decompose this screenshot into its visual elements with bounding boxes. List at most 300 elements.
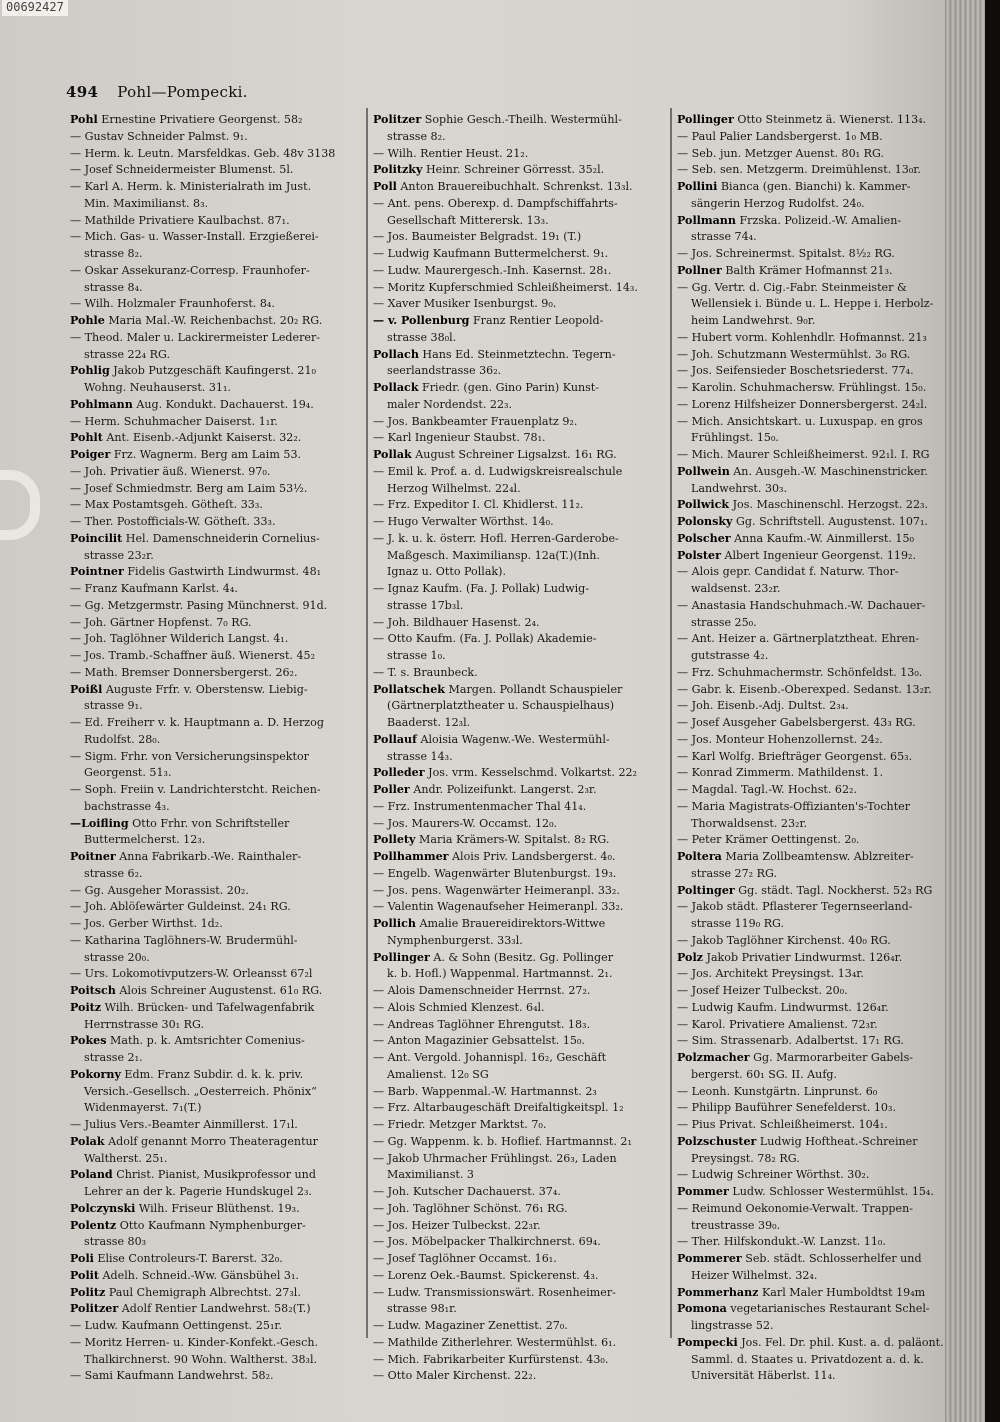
entry-text: strasse 9₁. <box>84 699 143 713</box>
directory-line <box>677 1251 967 1268</box>
entry-text: strasse 17b₃l. <box>387 598 464 612</box>
entry-text: — Joh. Taglöhner Schönst. 76₁ RG. <box>373 1201 568 1215</box>
entry-surname: Poltinger <box>677 883 735 897</box>
entry-surname: Polit <box>70 1268 99 1282</box>
directory-line <box>70 481 370 498</box>
directory-line <box>70 196 370 213</box>
entry-text: Frühlingst. 15₀. <box>691 431 779 445</box>
directory-line <box>677 765 967 782</box>
entry-text: — Xaver Musiker Isenburgst. 9₀. <box>373 297 557 311</box>
directory-line <box>373 899 673 916</box>
entry-text: — Peter Krämer Oettingenst. 2₀. <box>677 833 860 847</box>
directory-line <box>373 1000 673 1017</box>
entry-text: — Joh. Eisenb.-Adj. Dultst. 2₃₄. <box>677 699 849 713</box>
entry-text: Thalkirchnerst. 90 Wohn. Waltherst. 38₃l. <box>84 1352 318 1366</box>
entry-text: Ignaz u. Otto Pollak). <box>387 565 507 579</box>
directory-line <box>677 1134 967 1151</box>
directory-line <box>373 313 673 330</box>
entry-text: — Valentin Wagenaufseher Heimeranpl. 33₂. <box>373 900 624 914</box>
directory-line <box>373 179 673 196</box>
directory-line <box>373 1184 673 1201</box>
entry-surname: Poitz <box>70 1000 102 1014</box>
entry-text: Baaderst. 12₃l. <box>387 716 471 729</box>
directory-line <box>373 414 673 431</box>
entry-text: — Jos. Maurers-W. Occamst. 12₀. <box>373 816 558 830</box>
entry-text: — Herm. k. Leutn. Marsfeldkas. Geb. 48v 3138 <box>70 146 336 160</box>
directory-line <box>373 1117 673 1134</box>
directory-line <box>677 715 967 732</box>
entry-text: heim Landwehrst. 9₀r. <box>691 314 816 327</box>
directory-line <box>70 179 370 196</box>
directory-line <box>677 447 967 464</box>
directory-line <box>373 1201 673 1218</box>
entry-text: — Otto Kaufm. (Fa. J. Pollak) Akademie- <box>373 632 597 646</box>
directory-line <box>373 1218 673 1235</box>
entry-text: — Josef Taglöhner Occamst. 16₁. <box>373 1252 557 1265</box>
entry-text: strasse 74₄. <box>691 230 757 244</box>
entry-text: Anna Fabrikarb.-We. Rainthaler- <box>119 850 302 863</box>
entry-text: Heinr. Schreiner Görresst. 35₂l. <box>425 163 605 177</box>
directory-line <box>373 397 673 414</box>
directory-line <box>677 564 967 581</box>
entry-text: — Wilh. Holzmaler Fraunhoferst. 8₄. <box>70 297 275 311</box>
entry-text: k. b. Hofl.) Wappenmal. Hartmannst. 2₁. <box>387 967 613 981</box>
directory-line <box>70 866 370 883</box>
directory-line <box>373 1268 673 1285</box>
directory-line <box>677 1201 967 1218</box>
directory-line <box>70 112 370 129</box>
directory-line <box>373 1167 673 1184</box>
directory-line <box>373 1335 673 1352</box>
entry-text: Maria Zollbeamtensw. Ablzreiter- <box>725 850 914 863</box>
directory-line <box>677 1368 967 1385</box>
entry-text: — Ludw. Maurergesch.-Inh. Kasernst. 28₁. <box>373 263 612 277</box>
entry-surname: Poll <box>373 180 397 193</box>
entry-text: — Jos. Tramb.-Schaffner äuß. Wienerst. 45₂ <box>70 649 316 662</box>
entry-text: Buttermelcherst. 12₃. <box>84 833 206 847</box>
entry-text: — Ludwig Schreiner Wörthst. 30₂. <box>677 1168 870 1182</box>
entry-text: — Philipp Bauführer Senefelderst. 10₃. <box>677 1101 896 1115</box>
entry-text: Maria Krämers-W. Spitalst. 8₂ RG. <box>419 833 610 847</box>
entry-text: maler Nordendst. 22₃. <box>387 397 512 411</box>
directory-line <box>70 899 370 916</box>
directory-line <box>373 1368 673 1385</box>
entry-text: — Jakob städt. Pflasterer Tegernseerland- <box>677 900 913 914</box>
directory-line <box>373 950 673 967</box>
directory-line <box>373 1067 673 1084</box>
directory-line <box>677 246 967 263</box>
entry-text: strasse 2₁. <box>84 1051 143 1064</box>
directory-line <box>373 816 673 833</box>
directory-line <box>70 280 370 297</box>
entry-text: — Frz. Expeditor I. Cl. Khidlerst. 11₂. <box>373 498 584 512</box>
entry-text: — Gg. Vertr. d. Cig.-Fabr. Steinmeister & <box>677 280 907 294</box>
entry-text: Amalie Brauereidirektors-Wittwe <box>419 917 606 930</box>
directory-line <box>70 397 370 414</box>
entry-text: strasse 25₀. <box>691 615 757 629</box>
column-3 <box>677 112 967 1385</box>
directory-line <box>373 581 673 598</box>
directory-line <box>373 732 673 749</box>
directory-line <box>373 933 673 950</box>
entry-text: — Mathilde Zitherlehrer. Westermühlst. 6₁. <box>373 1335 617 1349</box>
directory-line <box>70 799 370 816</box>
directory-line <box>677 983 967 1000</box>
entry-surname: Polczynski <box>70 1201 136 1215</box>
entry-text: — Sigm. Frhr. von Versicherungsinspektor <box>70 749 309 763</box>
entry-text: Jakob Putzgeschäft Kaufingerst. 21₀ <box>113 364 316 378</box>
entry-surname: Poißl <box>70 682 103 696</box>
directory-line <box>70 1033 370 1050</box>
directory-line <box>70 1084 370 1101</box>
entry-text: — Jos. Gerber Wirthst. 1d₂. <box>70 917 223 930</box>
entry-text: Wilh. Friseur Blüthenst. 19₃. <box>138 1201 300 1215</box>
directory-line <box>373 447 673 464</box>
entry-text: Franz Rentier Leopold- <box>472 314 604 327</box>
entry-text: Christ. Pianist, Musikprofessor und <box>116 1168 316 1182</box>
entry-text: Frz. Wagnerm. Berg am Laim 53. <box>113 448 302 461</box>
directory-line <box>373 1301 673 1318</box>
directory-line <box>70 1184 370 1201</box>
entry-text: — Ludwig Kaufmann Buttermelcherst. 9₁. <box>373 247 609 260</box>
entry-text: — Gg. Metzgermstr. Pasing Münchnerst. 91d. <box>70 598 328 612</box>
entry-text: Waltherst. 25₁. <box>84 1151 168 1165</box>
entry-text: — Joh. Ablöſewärter Guldeinst. 24₁ RG. <box>70 900 291 914</box>
entry-text: — Ed. Freiherr v. k. Hauptmann a. D. Herzog <box>70 716 324 729</box>
entry-text: — Herm. Schuhmacher Daiserst. 1₁r. <box>70 414 278 428</box>
entry-text: — Jos. Möbelpacker Thalkirchnerst. 69₄. <box>373 1235 601 1249</box>
directory-line <box>373 464 673 481</box>
entry-surname: Polonsky <box>677 515 733 528</box>
entry-surname: Pollner <box>677 263 722 277</box>
entry-surname: Polentz <box>70 1218 117 1232</box>
entry-text: treustrasse 39₀. <box>691 1218 781 1232</box>
directory-line <box>373 296 673 313</box>
entry-text: — Otto Maler Kirchenst. 22₂. <box>373 1369 537 1383</box>
entry-surname: Pohl <box>70 113 98 126</box>
entry-text: Gg. Marmorarbeiter Gabels- <box>753 1051 914 1064</box>
directory-line <box>677 196 967 213</box>
entry-text: Lehrer an der k. Pagerie Hundskugel 2₃. <box>84 1185 312 1198</box>
entry-text: — Ludw. Transmissionswärt. Rosenheimer- <box>373 1285 616 1299</box>
directory-line <box>70 430 370 447</box>
directory-line <box>373 749 673 766</box>
page-header <box>66 83 248 101</box>
directory-line <box>70 615 370 632</box>
directory-line <box>70 246 370 263</box>
directory-line <box>373 146 673 163</box>
directory-line <box>373 497 673 514</box>
entry-text: Andr. Polizeifunkt. Langerst. 2₃r. <box>413 783 597 796</box>
entry-surname: Pommer <box>677 1185 729 1198</box>
entry-surname: Polzmacher <box>677 1051 750 1064</box>
directory-line <box>677 1234 967 1251</box>
entry-text: — Soph. Freiin v. Landrichterstcht. Reichen- <box>70 783 321 796</box>
directory-line <box>677 414 967 431</box>
directory-line <box>70 581 370 598</box>
entry-text: vegetarianisches Restaurant Schel- <box>730 1302 930 1316</box>
entry-surname: Pommerer <box>677 1252 742 1265</box>
directory-line <box>677 1033 967 1050</box>
entry-text: Adolf genannt Morro Theateragentur <box>108 1134 318 1148</box>
entry-surname: Pollack <box>373 381 419 394</box>
directory-line <box>70 1151 370 1168</box>
entry-text: — Franz Kaufmann Karlst. 4₄. <box>70 582 238 595</box>
entry-text: Math. p. k. Amtsrichter Comenius- <box>109 1034 305 1048</box>
entry-text: — Anastasia Handschuhmach.-W. Dachauer- <box>677 598 926 612</box>
directory-line <box>70 1335 370 1352</box>
directory-line <box>70 631 370 648</box>
entry-text: strasse 22₄ RG. <box>84 347 170 361</box>
directory-line <box>677 682 967 699</box>
directory-line <box>373 1134 673 1151</box>
directory-line <box>373 246 673 263</box>
directory-line <box>677 916 967 933</box>
directory-line <box>677 581 967 598</box>
directory-line <box>677 899 967 916</box>
directory-line <box>677 1167 967 1184</box>
entry-text: — Urs. Lokomotivputzers-W. Orleansst 67₂l <box>70 967 313 981</box>
directory-line <box>373 514 673 531</box>
entry-text: — Leonh. Kunstgärtn. Linprunst. 6₀ <box>677 1084 878 1098</box>
entry-text: — Ignaz Kaufm. (Fa. J. Pollak) Ludwig- <box>373 582 590 595</box>
directory-line <box>70 514 370 531</box>
entry-surname: Pokorny <box>70 1067 121 1081</box>
directory-line <box>70 598 370 615</box>
directory-line <box>70 497 370 514</box>
directory-line <box>677 497 967 514</box>
page-number: 494 <box>66 83 99 101</box>
entry-surname: Pohle <box>70 314 105 327</box>
directory-line <box>677 1301 967 1318</box>
directory-line <box>70 1234 370 1251</box>
entry-text: Preysingst. 78₂ RG. <box>691 1151 800 1165</box>
entry-text: Maria Mal.-W. Reichenbachst. 20₂ RG. <box>108 314 323 327</box>
entry-text: — Ant. Vergold. Johannispl. 16₂, Geschäft <box>373 1051 607 1064</box>
entry-text: — Lorenz Oek.-Baumst. Spickerenst. 4₃. <box>373 1268 599 1282</box>
entry-text: — Moritz Herren- u. Kinder-Konfekt.-Gesch. <box>70 1335 319 1349</box>
directory-line <box>373 1251 673 1268</box>
directory-line <box>70 816 370 833</box>
entry-text: strasse 98₁r. <box>387 1302 457 1316</box>
entry-text: — Karolin. Schuhmachersw. Frühlingst. 15₀. <box>677 381 927 394</box>
entry-text: strasse 27₂ RG. <box>691 866 777 880</box>
directory-line <box>677 129 967 146</box>
entry-text: — Oskar Assekuranz-Corresp. Fraunhofer- <box>70 263 310 277</box>
directory-line <box>373 1084 673 1101</box>
entry-text: Aloisia Wagenw.-We. Westermühl- <box>420 732 610 746</box>
entry-text: waldsenst. 23₂r. <box>691 582 781 595</box>
directory-line <box>677 866 967 883</box>
directory-line <box>70 715 370 732</box>
directory-line <box>677 966 967 983</box>
entry-text: strasse 80₃ <box>84 1235 147 1249</box>
directory-line <box>677 1184 967 1201</box>
directory-line <box>70 1000 370 1017</box>
entry-text: Wellensiek i. Bünde u. L. Heppe i. Herbolz- <box>691 297 934 311</box>
entry-text: — Jakob Uhrmacher Frühlingst. 26₃, Laden <box>373 1151 617 1165</box>
directory-line <box>373 983 673 1000</box>
running-title: Pohl—Pompecki. <box>117 83 248 101</box>
directory-line <box>373 631 673 648</box>
entry-text: — Ludw. Magaziner Zenettist. 27₀. <box>373 1319 568 1332</box>
entry-text: — Emil k. Prof. a. d. Ludwigskreisrealschule <box>373 464 623 478</box>
directory-line <box>373 1285 673 1302</box>
directory-line <box>677 782 967 799</box>
entry-text: strasse 8₂. <box>387 129 446 143</box>
entry-text: gutstrasse 4₂. <box>691 649 769 662</box>
entry-surname: Poiger <box>70 448 111 461</box>
entry-text: — Ant. pens. Oberexp. d. Dampfschiffahrts- <box>373 196 618 210</box>
directory-line <box>70 447 370 464</box>
entry-text: — Gustav Schneider Palmst. 9₁. <box>70 129 248 143</box>
entry-text: strasse 1₀. <box>387 649 446 662</box>
directory-line <box>373 363 673 380</box>
directory-line <box>373 347 673 364</box>
directory-line <box>677 883 967 900</box>
entry-text: — Theod. Maler u. Lackirermeister Lederer- <box>70 330 321 344</box>
directory-line <box>677 799 967 816</box>
directory-line <box>373 229 673 246</box>
entry-text: — Jos. Heizer Tulbeckst. 22₃r. <box>373 1218 541 1232</box>
directory-line <box>70 983 370 1000</box>
entry-text: — Engelb. Wagenwärter Blutenburgst. 19₃. <box>373 866 617 880</box>
entry-text: Albert Ingenieur Georgenst. 119₂. <box>724 548 916 562</box>
directory-line <box>373 698 673 715</box>
directory-line <box>70 162 370 179</box>
directory-line <box>677 213 967 230</box>
entry-text: Gg. Schriftstell. Augustenst. 107₁. <box>736 515 928 528</box>
directory-line <box>677 481 967 498</box>
directory-line <box>373 682 673 699</box>
entry-surname: Poitner <box>70 850 116 863</box>
entry-surname: Pollwein <box>677 464 730 478</box>
entry-text: Ernestine Privatiere Georgenst. 58₂ <box>101 113 303 126</box>
directory-line <box>373 799 673 816</box>
directory-line <box>70 414 370 431</box>
directory-line <box>677 363 967 380</box>
entry-text: — Jos. pens. Wagenwärter Heimeranpl. 33₂. <box>373 883 620 897</box>
entry-text: Frzska. Polizeid.-W. Amalien- <box>739 213 902 227</box>
directory-line <box>373 380 673 397</box>
entry-text: — Seb. sen. Metzgerm. Dreimühlenst. 13₀r. <box>677 163 921 177</box>
entry-text: Anna Kaufm.-W. Ainmillerst. 15₀ <box>734 531 914 545</box>
directory-line <box>373 883 673 900</box>
entry-text: seerlandstrasse 36₂. <box>387 364 502 378</box>
directory-line <box>677 933 967 950</box>
entry-text: Maximilianst. 3 <box>387 1168 474 1182</box>
directory-line <box>677 832 967 849</box>
directory-line <box>677 347 967 364</box>
entry-text: — Jos. Monteur Hohenzollernst. 24₂. <box>677 732 883 746</box>
entry-surname: Pollwick <box>677 498 730 512</box>
directory-line <box>70 347 370 364</box>
entry-surname: Pollach <box>373 347 419 361</box>
directory-line <box>373 1234 673 1251</box>
entry-text: Gesellschaft Mitterersk. 13₃. <box>387 213 549 227</box>
entry-text: — Karl A. Herm. k. Ministerialrath im Just. <box>70 180 312 193</box>
directory-line <box>70 916 370 933</box>
directory-line <box>70 933 370 950</box>
entry-text: — Alois gepr. Candidat f. Naturw. Thor- <box>677 565 899 579</box>
entry-surname: Politzer <box>70 1302 119 1316</box>
directory-line <box>677 698 967 715</box>
directory-line <box>677 631 967 648</box>
entry-text: — Pius Privat. Schleißheimerst. 104₁. <box>677 1118 888 1131</box>
entry-text: Bianca (gen. Bianchi) k. Kammer- <box>720 180 911 193</box>
directory-line <box>677 179 967 196</box>
column-1 <box>70 112 370 1385</box>
directory-line <box>373 598 673 615</box>
entry-surname: Pollinger <box>373 950 430 964</box>
entry-text: Wohng. Neuhauserst. 31₁. <box>84 381 231 394</box>
column-2 <box>373 112 673 1385</box>
entry-text: — Mathilde Privatiere Kaulbachst. 87₁. <box>70 213 290 227</box>
entry-text: Friedr. (gen. Gino Parin) Kunst- <box>422 381 600 394</box>
directory-line <box>70 665 370 682</box>
directory-line <box>677 548 967 565</box>
directory-line <box>677 615 967 632</box>
entry-text: Elise Controleurs-T. Barerst. 32₀. <box>97 1252 283 1265</box>
directory-line <box>677 531 967 548</box>
directory-line <box>677 313 967 330</box>
directory-line <box>70 950 370 967</box>
entry-text: Universität Häberlst. 11₄. <box>691 1369 836 1383</box>
entry-text: — Karl Ingenieur Staubst. 78₁. <box>373 431 546 445</box>
entry-text: — Ther. Hilfskondukt.-W. Lanzst. 11₀. <box>677 1235 886 1249</box>
entry-text: — Mich. Maurer Schleißheimerst. 92₁l. I. RG <box>677 448 930 461</box>
directory-line <box>373 129 673 146</box>
entry-text: — Paul Palier Landsbergerst. 1₀ MB. <box>677 129 883 143</box>
entry-surname: Polzschuster <box>677 1134 757 1148</box>
entry-text: — Joh. Bildhauer Hasenst. 2₄. <box>373 615 540 629</box>
directory-line <box>373 866 673 883</box>
entry-text: Auguste Frfr. v. Oberstensw. Liebig- <box>105 682 308 696</box>
entry-text: Jos. Fel. Dr. phil. Kust. a. d. paläont. <box>741 1335 944 1349</box>
entry-text: — Frz. Schuhmachermstr. Schönfeldst. 13₀. <box>677 665 923 679</box>
entry-surname: Pohlig <box>70 364 110 378</box>
scan-id: 00692427 <box>2 0 68 16</box>
entry-text: Gg. städt. Tagl. Nockherst. 52₃ RG <box>738 883 933 897</box>
directory-line <box>70 1318 370 1335</box>
directory-line <box>373 1318 673 1335</box>
directory-line <box>677 514 967 531</box>
directory-line <box>373 1100 673 1117</box>
entry-surname: Poli <box>70 1252 94 1265</box>
entry-text: Jos. vrm. Kesselschmd. Volkartst. 22₂ <box>428 766 638 780</box>
entry-text: — Moritz Kupferschmied Schleißheimerst. 14₃. <box>373 280 638 294</box>
thumb-holder <box>0 470 40 540</box>
entry-text: — Gg. Wappenm. k. b. Hoflief. Hartmannst. 2₁ <box>373 1134 632 1148</box>
entry-text: Balth Krämer Hofmannst 21₃. <box>725 263 893 277</box>
directory-line <box>677 1151 967 1168</box>
directory-line <box>677 1084 967 1101</box>
entry-text: Herzog Wilhelmst. 22₄l. <box>387 481 521 495</box>
directory-line <box>677 263 967 280</box>
entry-surname: Pollety <box>373 833 416 847</box>
directory-line <box>70 749 370 766</box>
entry-text: Fidelis Gastwirth Lindwurmst. 48₁ <box>127 565 322 579</box>
directory-line <box>70 648 370 665</box>
directory-line <box>70 1301 370 1318</box>
directory-line <box>373 849 673 866</box>
directory-line <box>70 213 370 230</box>
directory-line <box>677 665 967 682</box>
entry-text: An. Ausgeh.-W. Maschinenstricker. <box>733 464 928 478</box>
entry-text: — Frz. Instrumentenmacher Thal 41₄. <box>373 799 587 813</box>
entry-text: strasse 8₂. <box>84 247 143 260</box>
entry-text: (Gärtnerplatztheater u. Schauspielhaus) <box>387 699 615 713</box>
